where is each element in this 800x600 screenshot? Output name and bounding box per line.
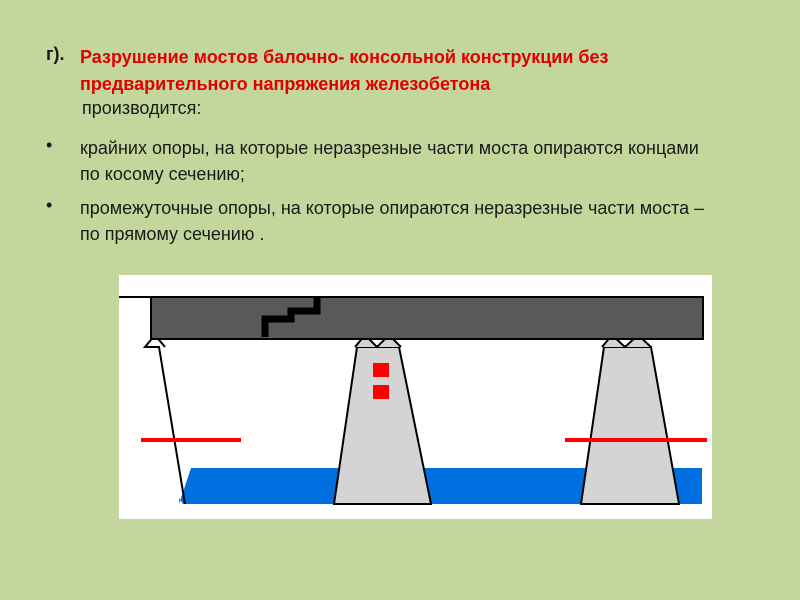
heading-title: Разрушение мостов балочно- консольной конструкции без предварительного напряжения железобетона — [80, 47, 609, 94]
beam — [151, 297, 703, 339]
bridge-diagram-svg — [119, 275, 712, 519]
end-abutment-body — [145, 347, 191, 504]
end-abutment-top — [119, 297, 151, 335]
bullet-text: крайних опоры, на которые неразрезные части моста опираются концами по косому сечению; — [80, 138, 699, 184]
bullet-text: промежуточные опоры, на которые опираются неразрезные части моста – по прямому сечению . — [80, 198, 705, 244]
middle-pier-mark-lower — [373, 385, 389, 399]
bullet-dot: • — [46, 135, 53, 155]
middle-pier-mark-upper — [373, 363, 389, 377]
bridge-diagram — [119, 275, 712, 519]
bullet-dot: • — [46, 195, 53, 215]
right-pier — [581, 347, 679, 504]
subline: производится: — [82, 98, 202, 118]
heading-marker: г). — [46, 44, 65, 64]
